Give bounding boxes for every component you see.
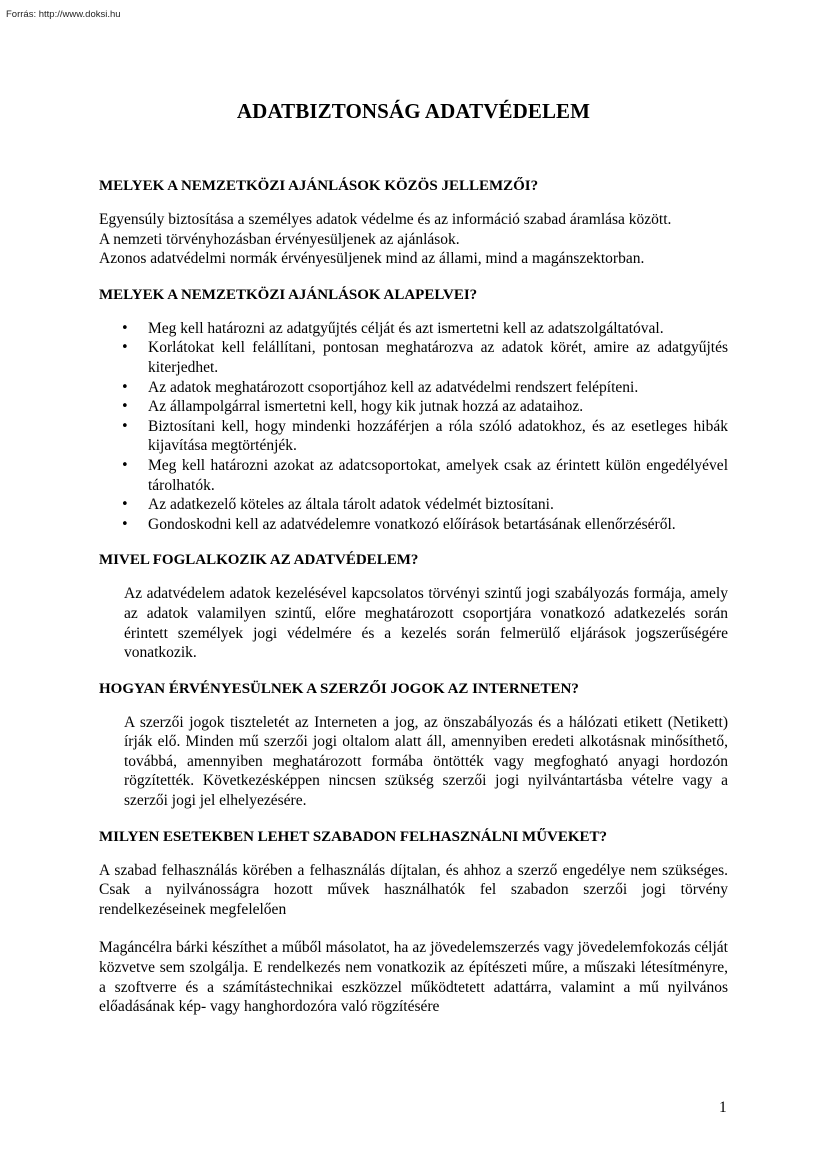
free-use-paragraph: A szabad felhasználás körében a felhasználás díjtalan, és ahhoz a szerző engedélye nem szükséges. Csak a nyilvánosságra hozott művek használhatók fel szabadon szerzői jogi törvény rendelkezéseinek megfelelően	[99, 861, 728, 918]
document-title: ADATBIZTONSÁG ADATVÉDELEM	[236, 99, 591, 123]
list-item: • Az adatkezelő köteles az általa tárolt adatok védelmét biztosítani.	[121, 496, 554, 514]
copyright-paragraph: A szerzői jogok tiszteletét az Interneten a jog, az önszabályozás és a hálózati etikett (Netikett) írják elő. Minden mű szerzői jogi oltalom alatt áll, amennyiben eredeti alkotásnak minősíthető, továbbá, amennyiben meghatározott formába öntötték vagy megfogható anyagi hordozón rögzítették. Következésképpen nincsen szükség szerzői jogi nyilvántartásba vételre vagy a szerzői jogi jel elhelyezésére.	[124, 713, 728, 810]
section-heading-copyright-internet: HOGYAN ÉRVÉNYESÜLNEK A SZERZŐI JOGOK AZ INTERNETEN?	[99, 680, 579, 697]
bullet-icon: •	[121, 399, 129, 415]
bullet-icon: •	[121, 320, 129, 336]
list-item: • Gondoskodni kell az adatvédelemre vonatkozó előírások betartásának ellenőrzéséről.	[121, 515, 676, 533]
list-item: • Meg kell határozni azokat az adatcsoportokat, amelyek csak az érintett külön engedélyével tárolhatók.	[121, 456, 728, 494]
page-number: 1	[719, 1099, 727, 1116]
text-line: Egyensúly biztosítása a személyes adatok védelme és az információ szabad áramlása között.	[99, 211, 672, 228]
list-item: • Meg kell határozni az adatgyűjtés célját és azt ismertetni kell az adatszolgáltatóval.	[121, 319, 664, 337]
list-item: • Az állampolgárral ismertetni kell, hogy kik jutnak hozzá az adataihoz.	[121, 398, 584, 416]
section-heading-free-use: MILYEN ESETEKBEN LEHET SZABADON FELHASZNÁLNI MŰVEKET?	[99, 828, 608, 845]
data-protection-paragraph: Az adatvédelem adatok kezelésével kapcsolatos törvényi szintű jogi szabályozás formája, amely az adatok valamilyen szintű, előre meghatározott csoportjára vonatkozó adatkezelés során érintett személyek jogi védelmére és a kezelés során felmerülő eljárások jogszerűségére vonatkozik.	[124, 585, 728, 662]
private-copy-paragraph: Magáncélra bárki készíthet a műből másolatot, ha az jövedelemszerzés vagy jövedelemfokozás célját közvetve sem szolgálja. E rendelkezés nem vonatkozik az építészeti műre, a műszaki létesítményre, a szoftverre és a számítástechnikai eszközzel működtetett adattárra, valamint a mű nyilvános előadásának kép- vagy hanghordozóra való rögzítésére	[99, 939, 728, 1016]
text-line: Azonos adatvédelmi normák érvényesüljenek mind az állami, mind a magánszektorban.	[99, 250, 645, 268]
section-heading-principles: MELYEK A NEMZETKÖZI AJÁNLÁSOK ALAPELVEI?	[99, 286, 478, 303]
list-item: • Biztosítani kell, hogy mindenki hozzáférjen a róla szóló adatokhoz, és az esetleges hibák kijavítása megtörténjék.	[121, 417, 728, 455]
source-url: Forrás: http://www.doksi.hu	[6, 9, 121, 20]
principles-list	[99, 319, 728, 535]
bullet-icon: •	[121, 340, 129, 356]
list-item: • Korlátokat kell felállítani, pontosan meghatározva az adatok körét, amire az adatgyűjtés kiterjedhet.	[121, 339, 728, 376]
document-body	[99, 176, 728, 1017]
bullet-icon: •	[121, 497, 129, 513]
bullet-icon: •	[121, 516, 129, 532]
bullet-icon: •	[121, 379, 129, 395]
bullet-icon: •	[121, 418, 129, 434]
list-item: • Az adatok meghatározott csoportjához kell az adatvédelmi rendszert felépíteni.	[121, 378, 639, 396]
common-features-lines	[99, 210, 728, 269]
bullet-icon: •	[121, 457, 129, 473]
section-heading-data-protection: MIVEL FOGLALKOZIK AZ ADATVÉDELEM?	[99, 552, 419, 569]
section-heading-common-features: MELYEK A NEMZETKÖZI AJÁNLÁSOK KÖZÖS JELLEMZŐI?	[99, 178, 539, 194]
text-line: A nemzeti törvényhozásban érvényesüljenek az ajánlások.	[99, 230, 460, 248]
